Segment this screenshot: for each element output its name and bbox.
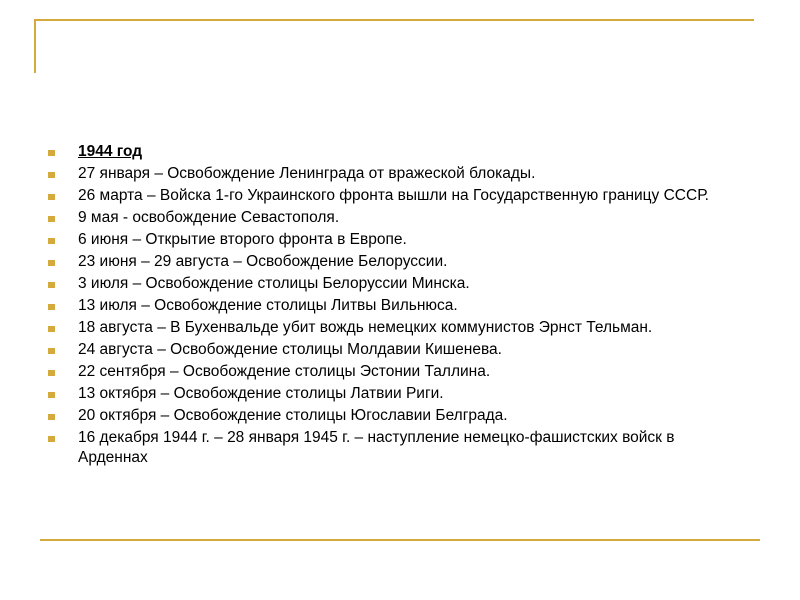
square-bullet-icon [48, 172, 55, 178]
event-text: 22 сентября – Освобождение столицы Эстонии Таллина. [78, 363, 491, 380]
list-item [48, 252, 748, 272]
square-bullet-icon [48, 282, 55, 288]
square-bullet-icon [48, 194, 55, 200]
event-text: 16 декабря 1944 г. – 28 января 1945 г. – наступление немецко-фашистских войск в Арденнах [78, 429, 675, 466]
event-text: 13 октября – Освобождение столицы Латвии Риги. [78, 385, 444, 402]
list-item-heading [48, 142, 748, 162]
event-text: 27 января – Освобождение Ленинграда от вражеской блокады. [78, 165, 536, 182]
year-heading: 1944 год [78, 143, 143, 160]
list-item [48, 208, 748, 228]
square-bullet-icon [48, 414, 55, 420]
square-bullet-icon [48, 348, 55, 354]
list-item [48, 362, 748, 382]
frame-bottom-line [40, 539, 760, 541]
list-item [48, 406, 748, 426]
list-item [48, 274, 748, 294]
list-item [48, 296, 748, 316]
list-item [48, 340, 748, 360]
list-item [48, 186, 748, 206]
events-list [48, 142, 748, 470]
square-bullet-icon [48, 238, 55, 244]
event-text: 3 июля – Освобождение столицы Белоруссии Минска. [78, 275, 470, 292]
list-item [48, 164, 748, 184]
event-text: 6 июня – Открытие второго фронта в Европе. [78, 231, 407, 248]
frame-top-line [34, 19, 754, 21]
square-bullet-icon [48, 260, 55, 266]
event-text: 23 июня – 29 августа – Освобождение Белоруссии. [78, 253, 448, 270]
event-text: 18 августа – В Бухенвальде убит вождь немецких коммунистов Эрнст Тельман. [78, 319, 653, 336]
frame-left-line [34, 19, 36, 73]
list-item [48, 230, 748, 250]
list-item [48, 428, 748, 468]
square-bullet-icon [48, 326, 55, 332]
square-bullet-icon [48, 216, 55, 222]
event-text: 13 июля – Освобождение столицы Литвы Вильнюса. [78, 297, 458, 314]
square-bullet-icon [48, 304, 55, 310]
event-text: 26 марта – Войска 1-го Украинского фронта вышли на Государственную границу СССР. [78, 187, 709, 204]
list-item [48, 384, 748, 404]
list-item [48, 318, 748, 338]
event-text: 20 октября – Освобождение столицы Югославии Белграда. [78, 407, 508, 424]
square-bullet-icon [48, 392, 55, 398]
square-bullet-icon [48, 370, 55, 376]
event-text: 24 августа – Освобождение столицы Молдавии Кишенева. [78, 341, 502, 358]
square-bullet-icon [48, 436, 55, 442]
square-bullet-icon [48, 150, 55, 156]
event-text: 9 мая - освобождение Севастополя. [78, 209, 340, 226]
